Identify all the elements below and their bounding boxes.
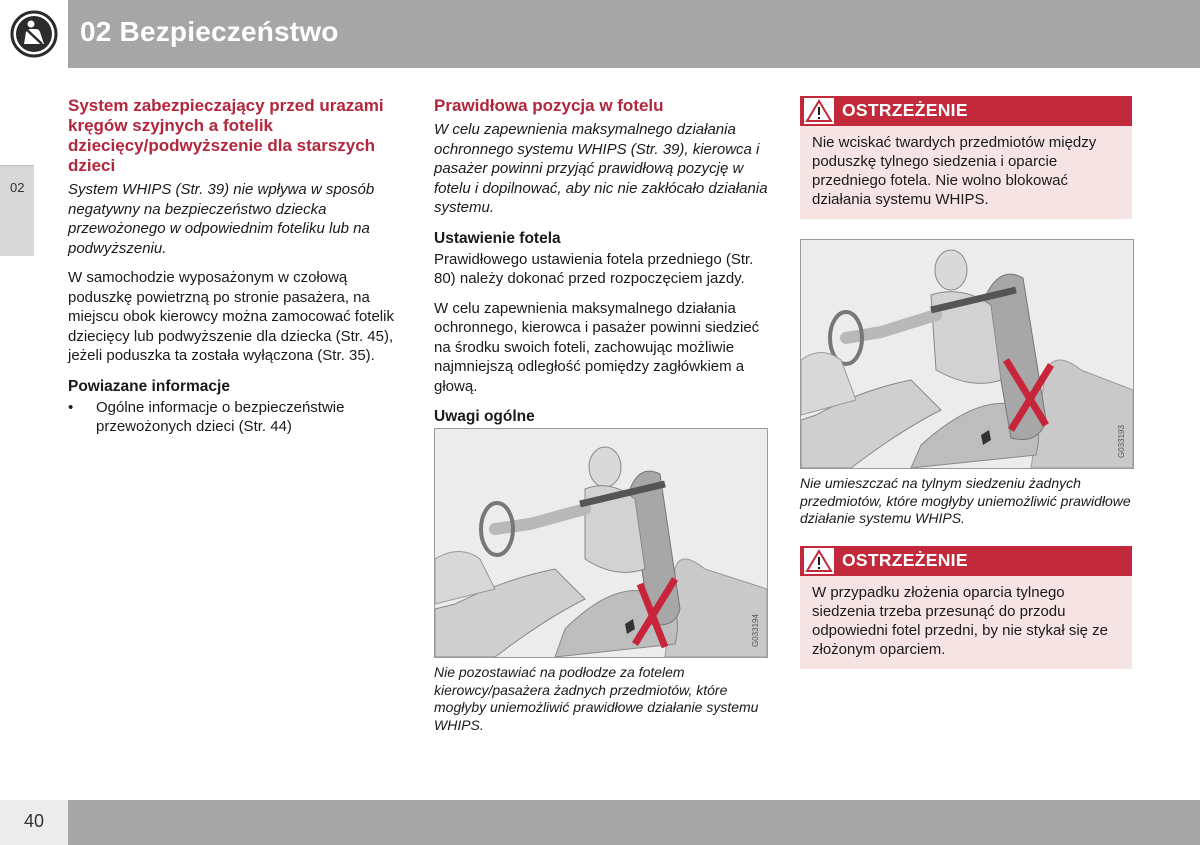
page-number: 40 (24, 811, 45, 831)
related-info-link-text: Ogólne informacje o bezpieczeństwie przewożonych dzieci (Str. 44) (96, 398, 345, 435)
warning-box-2 (800, 546, 1132, 669)
related-info-item[interactable] (68, 398, 400, 437)
figure-caption: Nie pozostawiać na podłodze za fotelem kierowcy/pasażera żadnych przedmiotów, które mogłyby uniemożliwić prawidłowe działanie systemu WHIPS. (434, 664, 759, 733)
header-logo (0, 0, 68, 68)
warning-header (800, 96, 1132, 126)
rear-seat-illustration (801, 240, 1133, 468)
figure-driver-seat-floor (434, 428, 768, 658)
seatbelt-icon (0, 0, 68, 68)
section-heading-correct-position: Prawidłowa pozycja w fotelu (434, 96, 664, 115)
figure-rear-seat-objects (800, 239, 1134, 469)
intro-paragraph: W celu zapewnienia maksymalnego działania ochronnego systemu WHIPS (Str. 39), kierowca i pasażer powinni przyjąć prawidłową pozycję w fotelu i dopilnować, aby nic nie zakłócało działania systemu. (434, 121, 768, 216)
seat-adjustment-paragraph-2: W celu zapewnienia maksymalnego działania ochronnego, kierowca i pasażer powinni siedzieć na środku swoich foteli, zachowując możliwie najmniejszą odległość pomiędzy zagłówkiem a głową. (434, 299, 760, 395)
warning-icon-box (804, 98, 834, 124)
page-footer (0, 800, 1200, 845)
bullet-icon: • (68, 398, 74, 416)
page-title: 02 Bezpieczeństwo (80, 16, 339, 47)
column-3 (800, 96, 1132, 689)
figure-code: G033194 (751, 614, 760, 647)
column-2 (434, 96, 768, 734)
driver-seat-illustration (435, 429, 767, 657)
warning-text: Nie wciskać twardych przedmiotów między poduszkę tylnego siedzenia i oparcie przedniego fotela. Nie wolno blokować działania systemu WHIPS. (812, 134, 1097, 208)
warning-text: W przypadku złożenia oparcia tylnego siedzenia trzeba przesunąć do przodu odpowiedni fotel przedni, by nie stykał się ze złożonym oparciem. (812, 583, 1109, 658)
chapter-tab (0, 165, 34, 256)
warning-triangle-icon (804, 98, 834, 124)
column-1 (68, 96, 400, 437)
warning-title: OSTRZEŻENIE (842, 100, 968, 120)
warning-box-1 (800, 96, 1132, 219)
seat-adjustment-heading: Ustawienie fotela (434, 229, 561, 247)
related-info-heading: Powiazane informacje (68, 377, 230, 395)
warning-icon-box (804, 548, 834, 574)
intro-paragraph: System WHIPS (Str. 39) nie wpływa w sposób negatywny na bezpieczeństwo dziecka przewożonego w odpowiednim foteliku lub na podwyższeniu. (68, 181, 375, 257)
general-notes-heading: Uwagi ogólne (434, 408, 535, 425)
section-heading-whips-child-seat: System zabezpieczający przed urazami kręgów szyjnych a fotelik dziecięcy/podwyższenie dla starszych dzieci (68, 96, 384, 175)
warning-triangle-icon (804, 548, 834, 574)
warning-header (800, 546, 1132, 576)
seat-adjustment-paragraph-1: Prawidłowego ustawienia fotela przedniego (Str. 80) należy dokonać przed rozpoczęciem jazdy. (434, 250, 754, 287)
chapter-tab-label: 02 (10, 180, 25, 195)
figure-code: G033193 (1117, 425, 1126, 458)
body-paragraph: W samochodzie wyposażonym w czołową poduszkę powietrzną po stronie pasażera, na miejscu obok kierowcy można zamocować fotelik dziecięcy lub podwyższenie dla dziecka (Str. 45), jeżeli poduszka ta została wyłączona (Str. 35). (68, 269, 394, 364)
figure-caption: Nie umieszczać na tylnym siedzeniu żadnych przedmiotów, które mogłyby uniemożliwić prawidłowe działanie systemu WHIPS. (800, 475, 1131, 526)
warning-title: OSTRZEŻENIE (842, 549, 968, 570)
